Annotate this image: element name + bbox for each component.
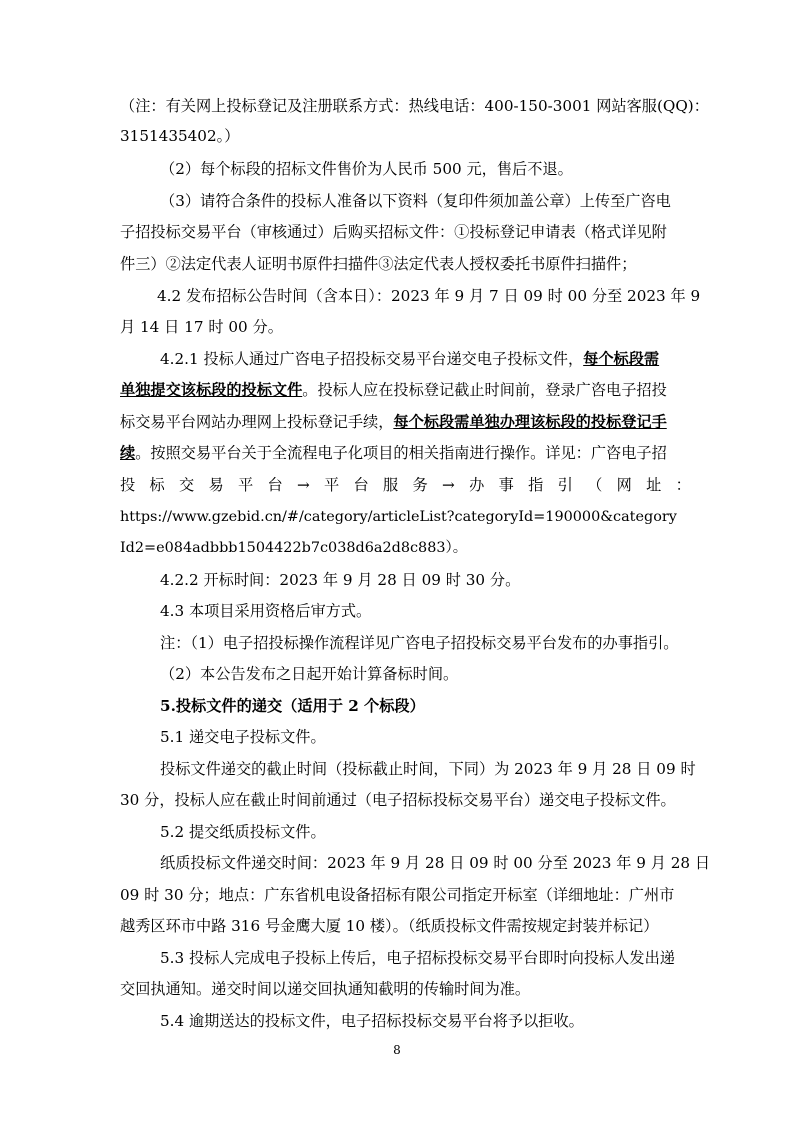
emphasis-text: 每个标段需单独办理该标段的投标登记手 bbox=[393, 413, 667, 431]
text-line-justified bbox=[120, 475, 691, 495]
glyph: 易 bbox=[208, 476, 224, 494]
text-line: 4.2 发布招标公告时间（含本日）：2023 年 9 月 7 日 09 时 00 分至 2023 年 9 bbox=[157, 287, 701, 305]
text-line: 月 14 日 17 时 00 分。 bbox=[120, 318, 283, 336]
glyph: （ bbox=[587, 476, 603, 494]
text-line: 投标文件递交的截止时间（投标截止时间，下同）为 2023 年 9 月 28 日 09 时 bbox=[160, 760, 696, 778]
text-line: 越秀区环市中路 316 号金鹰大厦 10 楼）。（纸质投标文件需按规定封装并标记） bbox=[120, 917, 659, 935]
text-line: 5.1 递交电子投标文件。 bbox=[160, 728, 326, 746]
text-line: （2）本公告发布之日起开始计算备标时间。 bbox=[160, 665, 459, 683]
text-line bbox=[120, 412, 667, 432]
glyph: 台 bbox=[267, 476, 283, 494]
text-line bbox=[120, 443, 667, 463]
glyph: ： bbox=[675, 476, 691, 494]
emphasis-text: 每个标段需 bbox=[583, 350, 660, 368]
url-line: https://www.gzebid.cn/#/category/articleList?categoryId=190000&category bbox=[120, 509, 677, 525]
text-line: 5.2 提交纸质投标文件。 bbox=[160, 823, 326, 841]
glyph: 服 bbox=[383, 476, 399, 494]
glyph: 投 bbox=[120, 476, 136, 494]
text-line: 件三）②法定代表人证明书原件扫描件③法定代表人授权委托书原件扫描件； bbox=[120, 255, 637, 273]
text-line: 5.3 投标人完成电子投标上传后，电子招标投标交易平台即时向投标人发出递 bbox=[160, 949, 675, 967]
glyph: 标 bbox=[149, 476, 165, 494]
arrow-glyph: → bbox=[297, 476, 310, 494]
emphasis-text: 单独提交该标段的投标文件 bbox=[120, 381, 303, 399]
text-line: 子招投标交易平台（审核通过）后购买招标文件：①投标登记申请表（格式详见附 bbox=[120, 223, 667, 241]
text-line: 4.2.2 开标时间：2023 年 9 月 28 日 09 时 30 分。 bbox=[160, 571, 521, 589]
glyph: 平 bbox=[324, 476, 340, 494]
emphasis-text: 续 bbox=[120, 444, 136, 462]
text-line: （3）请符合条件的投标人准备以下资料（复印件须加盖公章）上传至广咨电 bbox=[160, 192, 671, 210]
glyph: 址 bbox=[646, 476, 662, 494]
glyph: 指 bbox=[528, 476, 544, 494]
text-line: 5.4 逾期送达的投标文件，电子招标投标交易平台将予以拒收。 bbox=[160, 1012, 584, 1030]
glyph: 引 bbox=[557, 476, 573, 494]
glyph: 台 bbox=[353, 476, 369, 494]
text-line: 纸质投标文件递交时间：2023 年 9 月 28 日 09 时 00 分至 2023 年 9 月 28 日 bbox=[160, 854, 711, 872]
text-line: 4.3 本项目采用资格后审方式。 bbox=[160, 602, 372, 620]
text-line: （注：有关网上投标登记及注册联系方式：热线电话：400-150-3001 网站客服(QQ)： bbox=[120, 97, 709, 115]
page-number: 8 bbox=[393, 1043, 401, 1057]
glyph: 网 bbox=[616, 476, 632, 494]
glyph: 务 bbox=[412, 476, 428, 494]
section-heading: 5.投标文件的递交（适用于 2 个标段） bbox=[160, 697, 425, 715]
text-line: 09 时 30 分；地点：广东省机电设备招标有限公司指定开标室（详细地址：广州市 bbox=[120, 886, 675, 904]
text-line bbox=[160, 349, 659, 369]
text-line: （2）每个标段的招标文件售价为人民币 500 元，售后不退。 bbox=[160, 160, 573, 178]
text-line: 30 分，投标人应在截止时间前通过（电子招标投标交易平台）递交电子投标文件。 bbox=[120, 791, 676, 809]
arrow-glyph: → bbox=[442, 476, 455, 494]
glyph: 事 bbox=[498, 476, 514, 494]
glyph: 交 bbox=[179, 476, 195, 494]
text-run: 。按照交易平台关于全流程电子化项目的相关指南进行操作。详见：广咨电子招 bbox=[135, 444, 667, 462]
text-line: 注：（1）电子招投标操作流程详见广咨电子招投标交易平台发布的办事指引。 bbox=[160, 634, 679, 652]
text-line: 交回执通知。递交时间以递交回执通知截明的传输时间为准。 bbox=[120, 980, 531, 998]
glyph: 平 bbox=[238, 476, 254, 494]
glyph: 办 bbox=[469, 476, 485, 494]
text-line: 3151435402。） bbox=[120, 127, 240, 145]
text-run: 4.2.1 投标人通过广咨电子招投标交易平台递交电子投标文件， bbox=[160, 350, 584, 368]
text-line bbox=[120, 380, 667, 400]
url-line: Id2=e084adbbb1504422b7c038d6a2d8c883）。 bbox=[120, 540, 468, 556]
text-run: 。投标人应在投标登记截止时间前，登录广咨电子招投 bbox=[302, 381, 667, 399]
text-run: 标交易平台网站办理网上投标登记手续， bbox=[120, 413, 394, 431]
